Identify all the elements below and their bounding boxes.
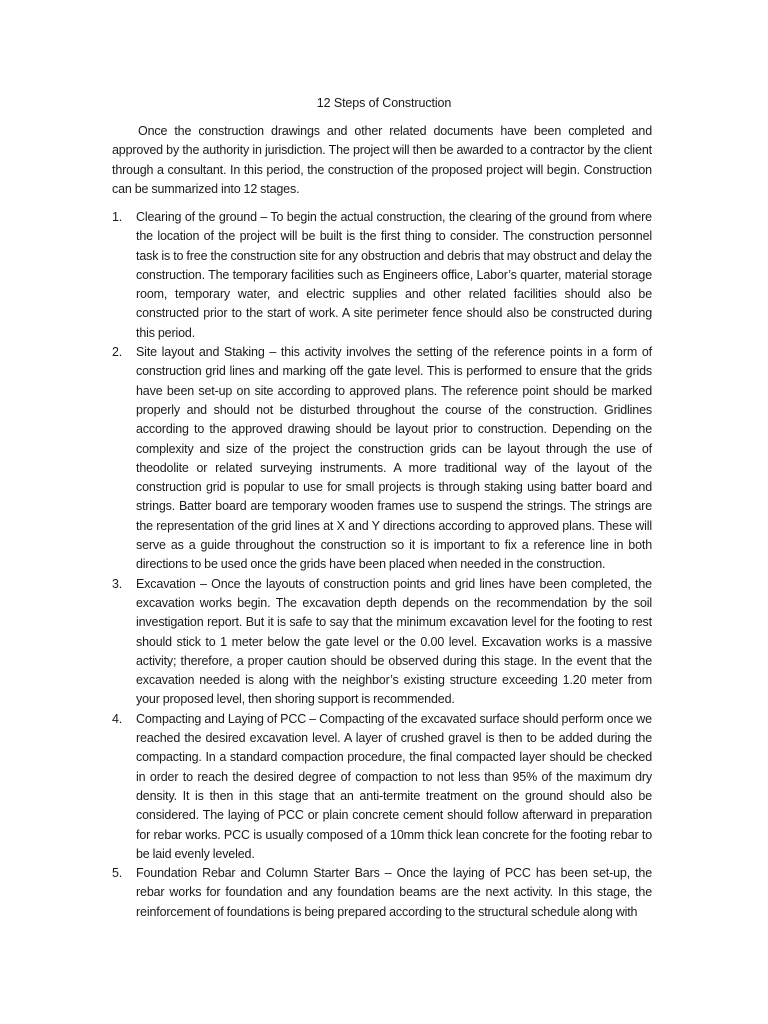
intro-paragraph: Once the construction drawings and other related documents have been completed and approved by the authority in jurisdiction. The project will then be awarded to a contractor by the client through a consultant. In this period, the construction of the proposed project will begin. Construction can be summarized into 12 stages.	[112, 124, 652, 196]
step-text: Excavation – Once the layouts of construction points and grid lines have been completed, the excavation works begin. The excavation depth depends on the recommendation by the soil investigation report. But it is safe to say that the minimum excavation level for the footing to rest should stick to 1 meter below the gate level or the 0.00 level. Excavation works is a massive activity; therefore, a proper caution should be observed during this stage. In the event that the excavation needed is along with the neighbor’s existing structure exceeding 1.20 meter from your proposed level, then shoring support is recommended.	[136, 576, 652, 707]
step-item-4	[112, 710, 652, 864]
step-text: Site layout and Staking – this activity involves the setting of the reference points in a form of construction grid lines and marking off the gate level. This is performed to ensure that the grids have been set-up on site according to approved plans. The reference point should be marked properly and should not be disturbed throughout the course of the construction. Gridlines according to the approved drawing should be layout prior to construction. Depending on the complexity and size of the project the construction grids can be layout through the use of theodolite or related surveying instruments. A more traditional way of the layout of the construction grid is popular to use for small projects is through staking using batter board and strings. Batter board are temporary wooden frames use to suspend the strings. The strings are the representation of the grid lines at X and Y directions according to approved plans. These will serve as a guide throughout the construction so it is important to fix a reference line in both directions to be used once the grids have been placed when needed in the construction.	[136, 345, 652, 572]
step-text: Compacting and Laying of PCC – Compacting of the excavated surface should perform once we reached the desired excavation level. A layer of crushed gravel is then to be added during the compacting. In a standard compaction procedure, the final compacted layer should be checked in order to reach the desired degree of compaction to not less than 95% of the maximum dry density. It is then in this stage that an anti-termite treatment on the ground should also be considered. The laying of PCC or plain concrete cement should follow afterward in preparation for rebar works. PCC is usually composed of a 10mm thick lean concrete for the footing rebar to be laid evenly leveled.	[136, 711, 652, 861]
step-item-3	[112, 575, 652, 710]
step-item-2	[112, 343, 652, 575]
step-text: Foundation Rebar and Column Starter Bars – Once the laying of PCC has been set-up, the rebar works for foundation and any foundation beams are the next activity. In this stage, the reinforcement of foundations is being prepared according to the structural schedule along with	[136, 866, 652, 919]
step-number: 4.	[112, 711, 123, 726]
step-number: 3.	[112, 576, 123, 591]
document-title: 12 Steps of Construction	[316, 96, 452, 110]
step-item-1	[112, 208, 652, 343]
step-text: Clearing of the ground – To begin the actual construction, the clearing of the ground from where the location of the project will be built is the first thing to consider. The construction personnel task is to free the construction site for any obstruction and debris that may obstruct and delay the construction. The temporary facilities such as Engineers office, Labor’s quarter, material storage room, temporary water, and electric supplies and other related facilities should also be constructed prior to the start of work. A site perimeter fence should also be constructed during this period.	[136, 210, 652, 340]
steps-list	[112, 208, 652, 922]
step-item-5	[112, 864, 652, 922]
step-number: 2.	[112, 345, 123, 360]
step-number: 1.	[112, 210, 123, 224]
step-number: 5.	[112, 866, 123, 881]
